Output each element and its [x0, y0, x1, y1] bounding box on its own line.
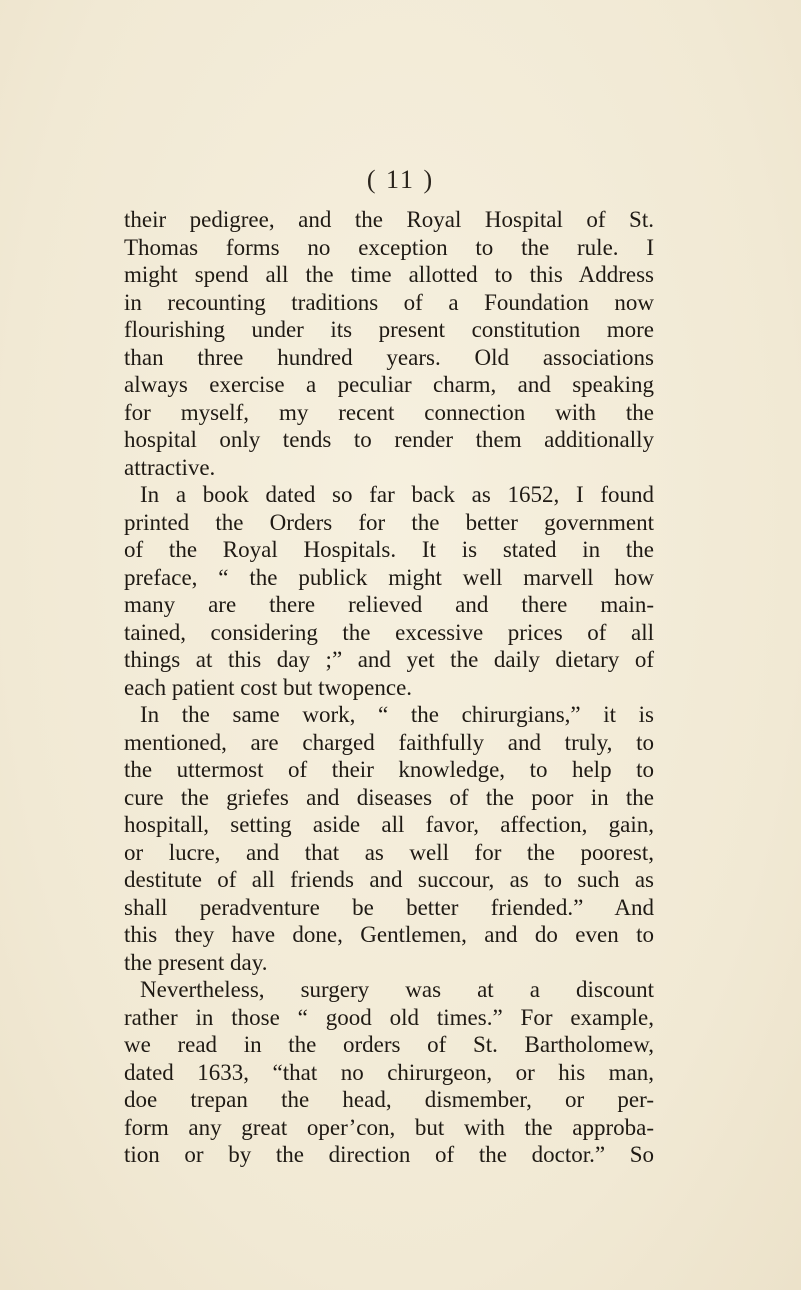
text-line: hospital only tends to render them additionally	[124, 427, 654, 452]
paragraph-end-line: each patient cost but twopence.	[124, 674, 413, 700]
text-line: doe trepan the head, dismember, or per-	[124, 1087, 654, 1112]
paragraph-end-line: attractive.	[124, 454, 216, 480]
text-line: rather in those “ good old times.” For example,	[124, 1004, 654, 1030]
text-line: of the Royal Hospitals. It is stated in the	[124, 537, 654, 562]
text-line: in recounting traditions of a Foundation now	[124, 289, 654, 315]
text-line: cure the griefes and diseases of the poor in the	[124, 784, 654, 810]
text-line: for myself, my recent connection with the	[124, 399, 654, 425]
text-line: always exercise a peculiar charm, and speaking	[124, 372, 654, 397]
paragraph-end-line: the present day.	[124, 949, 268, 975]
text-line: than three hundred years. Old associations	[124, 344, 654, 370]
paragraph-start-line: Nevertheless, surgery was at a discount	[140, 977, 654, 1002]
text-line: hospitall, setting aside all favor, affection, gain,	[124, 812, 654, 837]
text-line: destitute of all friends and succour, as to such as	[124, 867, 654, 892]
body-text	[124, 206, 654, 1169]
text-line: dated 1633, “that no chirurgeon, or his man,	[124, 1059, 654, 1085]
text-line: this they have done, Gentlemen, and do even to	[124, 922, 654, 947]
paragraph-start-line: In a book dated so far back as 1652, I found	[140, 482, 654, 507]
text-line: things at this day ;” and yet the daily dietary of	[124, 647, 654, 672]
text-line: shall peradventure be better friended.” And	[124, 894, 654, 920]
text-line: preface, “ the publick might well marvell how	[124, 564, 654, 590]
text-line: printed the Orders for the better government	[124, 509, 654, 535]
text-line: form any great oper’con, but with the approba-	[124, 1114, 654, 1140]
text-line: tion or by the direction of the doctor.” So	[124, 1142, 654, 1167]
text-line: flourishing under its present constitution more	[124, 317, 654, 342]
text-line: Thomas forms no exception to the rule. I	[124, 234, 654, 260]
text-line: their pedigree, and the Royal Hospital of St.	[124, 207, 654, 232]
text-line: might spend all the time allotted to this Address	[124, 262, 654, 287]
text-line: tained, considering the excessive prices of all	[124, 619, 654, 645]
text-line: mentioned, are charged faithfully and truly, to	[124, 729, 654, 755]
text-line: or lucre, and that as well for the poorest,	[124, 839, 654, 865]
paragraph-start-line: In the same work, “ the chirurgians,” it is	[140, 702, 654, 727]
text-line: many are there relieved and there main-	[124, 592, 654, 617]
page-number: ( 11 )	[366, 165, 435, 194]
text-line: we read in the orders of St. Bartholomew,	[124, 1032, 654, 1057]
text-line: the uttermost of their knowledge, to help to	[124, 757, 654, 782]
